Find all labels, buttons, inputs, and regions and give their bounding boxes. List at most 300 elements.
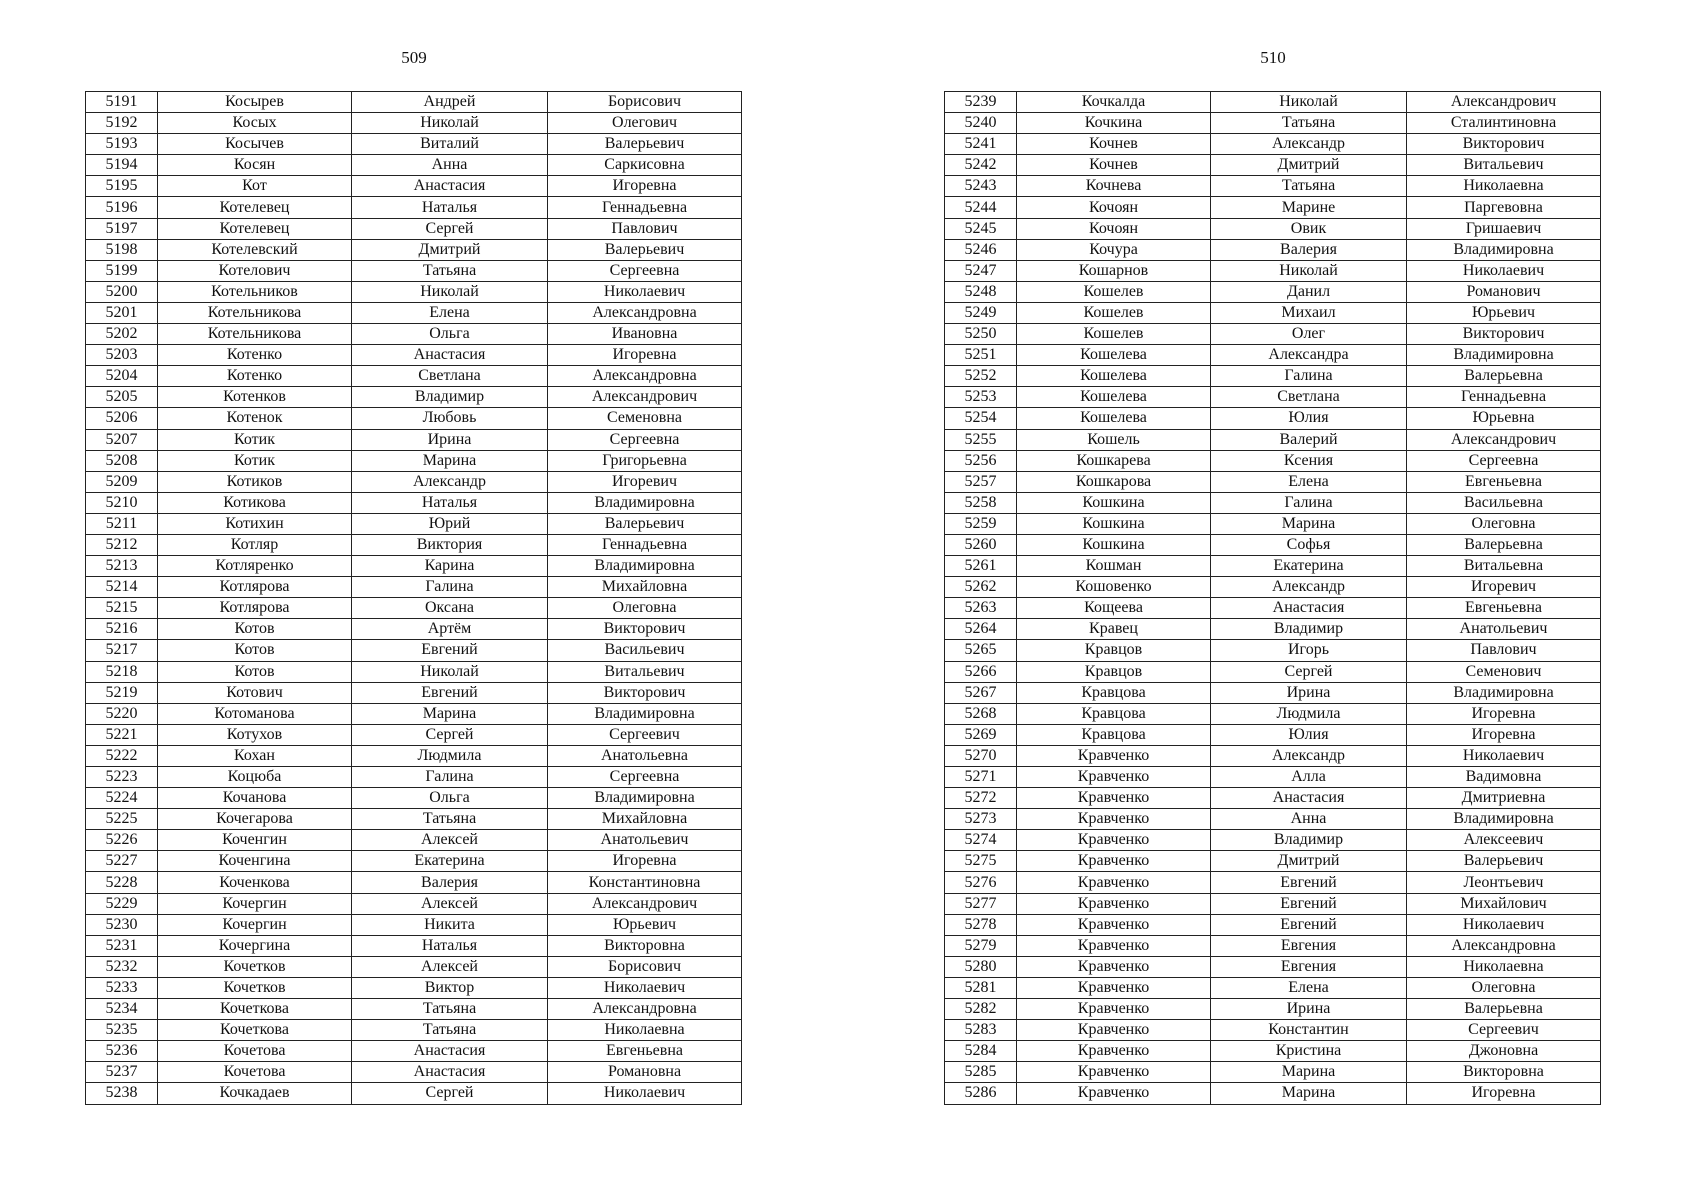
first-name-cell: Татьяна bbox=[352, 809, 548, 830]
page-number-right: 510 bbox=[1260, 48, 1286, 67]
patronymic-cell: Анатольевич bbox=[548, 830, 742, 851]
first-name-cell: Дмитрий bbox=[1211, 851, 1407, 872]
record-number-cell: 5192 bbox=[86, 113, 158, 134]
table-row bbox=[945, 598, 1601, 619]
first-name-cell: Виктория bbox=[352, 534, 548, 555]
first-name-cell: Оксана bbox=[352, 598, 548, 619]
patronymic-cell: Юрьевич bbox=[548, 914, 742, 935]
first-name-cell: Ирина bbox=[1211, 999, 1407, 1020]
patronymic-cell: Олегович bbox=[548, 113, 742, 134]
first-name-cell: Евгения bbox=[1211, 956, 1407, 977]
surname-cell: Кравченко bbox=[1017, 872, 1211, 893]
record-number-cell: 5252 bbox=[945, 366, 1017, 387]
first-name-cell: Юлия bbox=[1211, 408, 1407, 429]
record-number-cell: 5263 bbox=[945, 598, 1017, 619]
patronymic-cell: Павлович bbox=[1407, 640, 1601, 661]
first-name-cell: Юрий bbox=[352, 513, 548, 534]
surname-cell: Котов bbox=[158, 619, 352, 640]
table-row bbox=[945, 999, 1601, 1020]
first-name-cell: Валерия bbox=[1211, 239, 1407, 260]
patronymic-cell: Витальевна bbox=[1407, 556, 1601, 577]
surname-cell: Кошель bbox=[1017, 429, 1211, 450]
record-number-cell: 5267 bbox=[945, 682, 1017, 703]
first-name-cell: Людмила bbox=[352, 745, 548, 766]
surname-cell: Котиков bbox=[158, 471, 352, 492]
surname-cell: Кочкина bbox=[1017, 113, 1211, 134]
patronymic-cell: Владимировна bbox=[1407, 239, 1601, 260]
surname-cell: Кочура bbox=[1017, 239, 1211, 260]
first-name-cell: Александр bbox=[1211, 134, 1407, 155]
first-name-cell: Владимир bbox=[1211, 619, 1407, 640]
patronymic-cell: Николаевич bbox=[1407, 745, 1601, 766]
table-row bbox=[86, 197, 742, 218]
record-number-cell: 5223 bbox=[86, 767, 158, 788]
patronymic-cell: Игоревна bbox=[1407, 1083, 1601, 1104]
table-row bbox=[945, 956, 1601, 977]
first-name-cell: Екатерина bbox=[1211, 556, 1407, 577]
table-row bbox=[945, 324, 1601, 345]
table-row bbox=[945, 113, 1601, 134]
surname-cell: Кочанова bbox=[158, 788, 352, 809]
table-row bbox=[945, 387, 1601, 408]
first-name-cell: Анна bbox=[352, 155, 548, 176]
surname-cell: Кочоян bbox=[1017, 197, 1211, 218]
patronymic-cell: Владимировна bbox=[1407, 682, 1601, 703]
patronymic-cell: Николаевич bbox=[1407, 914, 1601, 935]
record-number-cell: 5213 bbox=[86, 556, 158, 577]
first-name-cell: Олег bbox=[1211, 324, 1407, 345]
first-name-cell: Ирина bbox=[352, 429, 548, 450]
page-number-left: 509 bbox=[401, 48, 427, 67]
table-row bbox=[945, 155, 1601, 176]
surname-cell: Кравченко bbox=[1017, 830, 1211, 851]
first-name-cell: Александр bbox=[1211, 577, 1407, 598]
table-row bbox=[945, 450, 1601, 471]
patronymic-cell: Владимировна bbox=[548, 556, 742, 577]
surname-cell: Котенко bbox=[158, 345, 352, 366]
surname-cell: Кошелева bbox=[1017, 366, 1211, 387]
record-number-cell: 5206 bbox=[86, 408, 158, 429]
surname-cell: Котоманова bbox=[158, 703, 352, 724]
table-row bbox=[86, 830, 742, 851]
first-name-cell: Галина bbox=[352, 767, 548, 788]
record-number-cell: 5270 bbox=[945, 745, 1017, 766]
patronymic-cell: Сталинтиновна bbox=[1407, 113, 1601, 134]
patronymic-cell: Евгеньевна bbox=[1407, 598, 1601, 619]
record-number-cell: 5246 bbox=[945, 239, 1017, 260]
surname-cell: Котляренко bbox=[158, 556, 352, 577]
patronymic-cell: Владимировна bbox=[548, 788, 742, 809]
table-row bbox=[945, 661, 1601, 682]
patronymic-cell: Григорьевна bbox=[548, 450, 742, 471]
record-number-cell: 5255 bbox=[945, 429, 1017, 450]
patronymic-cell: Владимировна bbox=[548, 703, 742, 724]
record-number-cell: 5271 bbox=[945, 767, 1017, 788]
patronymic-cell: Валерьевна bbox=[1407, 534, 1601, 555]
table-row bbox=[945, 703, 1601, 724]
record-number-cell: 5202 bbox=[86, 324, 158, 345]
surname-cell: Косырев bbox=[158, 92, 352, 113]
surname-cell: Кравченко bbox=[1017, 809, 1211, 830]
table-row bbox=[945, 809, 1601, 830]
table-row bbox=[945, 1020, 1601, 1041]
record-number-cell: 5248 bbox=[945, 281, 1017, 302]
patronymic-cell: Николаевич bbox=[548, 1083, 742, 1104]
first-name-cell: Галина bbox=[352, 577, 548, 598]
table-row bbox=[86, 471, 742, 492]
first-name-cell: Светлана bbox=[1211, 387, 1407, 408]
surname-cell: Котенко bbox=[158, 366, 352, 387]
table-row bbox=[86, 1020, 742, 1041]
surname-cell: Котлярова bbox=[158, 577, 352, 598]
table-row bbox=[86, 113, 742, 134]
first-name-cell: Наталья bbox=[352, 935, 548, 956]
record-number-cell: 5275 bbox=[945, 851, 1017, 872]
record-number-cell: 5266 bbox=[945, 661, 1017, 682]
record-number-cell: 5264 bbox=[945, 619, 1017, 640]
record-number-cell: 5205 bbox=[86, 387, 158, 408]
record-number-cell: 5194 bbox=[86, 155, 158, 176]
patronymic-cell: Викторович bbox=[1407, 134, 1601, 155]
patronymic-cell: Владимировна bbox=[1407, 809, 1601, 830]
record-number-cell: 5195 bbox=[86, 176, 158, 197]
record-number-cell: 5210 bbox=[86, 492, 158, 513]
record-number-cell: 5265 bbox=[945, 640, 1017, 661]
patronymic-cell: Николаевич bbox=[1407, 260, 1601, 281]
record-number-cell: 5260 bbox=[945, 534, 1017, 555]
patronymic-cell: Витальевич bbox=[548, 661, 742, 682]
record-number-cell: 5217 bbox=[86, 640, 158, 661]
record-number-cell: 5273 bbox=[945, 809, 1017, 830]
surname-cell: Кравцова bbox=[1017, 724, 1211, 745]
table-row bbox=[86, 872, 742, 893]
surname-cell: Кравченко bbox=[1017, 1020, 1211, 1041]
patronymic-cell: Александрович bbox=[1407, 429, 1601, 450]
record-number-cell: 5254 bbox=[945, 408, 1017, 429]
first-name-cell: Марина bbox=[352, 450, 548, 471]
table-row bbox=[86, 619, 742, 640]
record-number-cell: 5203 bbox=[86, 345, 158, 366]
first-name-cell: Софья bbox=[1211, 534, 1407, 555]
first-name-cell: Алексей bbox=[352, 956, 548, 977]
record-number-cell: 5201 bbox=[86, 302, 158, 323]
table-row bbox=[945, 345, 1601, 366]
first-name-cell: Наталья bbox=[352, 197, 548, 218]
patronymic-cell: Николаевич bbox=[548, 977, 742, 998]
patronymic-cell: Игоревна bbox=[548, 176, 742, 197]
patronymic-cell: Валерьевич bbox=[1407, 851, 1601, 872]
patronymic-cell: Константиновна bbox=[548, 872, 742, 893]
record-number-cell: 5221 bbox=[86, 724, 158, 745]
register-table-left-body bbox=[86, 92, 742, 1105]
record-number-cell: 5256 bbox=[945, 450, 1017, 471]
surname-cell: Кошелева bbox=[1017, 345, 1211, 366]
record-number-cell: 5285 bbox=[945, 1062, 1017, 1083]
first-name-cell: Валерия bbox=[352, 872, 548, 893]
surname-cell: Котов bbox=[158, 661, 352, 682]
surname-cell: Кошелев bbox=[1017, 281, 1211, 302]
first-name-cell: Валерий bbox=[1211, 429, 1407, 450]
surname-cell: Кочоян bbox=[1017, 218, 1211, 239]
first-name-cell: Галина bbox=[1211, 366, 1407, 387]
first-name-cell: Андрей bbox=[352, 92, 548, 113]
patronymic-cell: Геннадьевна bbox=[1407, 387, 1601, 408]
table-row bbox=[86, 134, 742, 155]
surname-cell: Кравцов bbox=[1017, 640, 1211, 661]
first-name-cell: Анастасия bbox=[352, 1062, 548, 1083]
table-row bbox=[945, 302, 1601, 323]
first-name-cell: Татьяна bbox=[1211, 113, 1407, 134]
table-row bbox=[86, 155, 742, 176]
surname-cell: Кравченко bbox=[1017, 745, 1211, 766]
patronymic-cell: Михайловна bbox=[548, 809, 742, 830]
surname-cell: Кравченко bbox=[1017, 999, 1211, 1020]
first-name-cell: Алексей bbox=[352, 830, 548, 851]
table-row bbox=[86, 366, 742, 387]
record-number-cell: 5214 bbox=[86, 577, 158, 598]
surname-cell: Котельникова bbox=[158, 324, 352, 345]
record-number-cell: 5268 bbox=[945, 703, 1017, 724]
table-row bbox=[86, 281, 742, 302]
table-row bbox=[945, 471, 1601, 492]
first-name-cell: Татьяна bbox=[352, 999, 548, 1020]
surname-cell: Котельников bbox=[158, 281, 352, 302]
patronymic-cell: Сергеевна bbox=[548, 767, 742, 788]
surname-cell: Кравченко bbox=[1017, 914, 1211, 935]
first-name-cell: Александр bbox=[352, 471, 548, 492]
patronymic-cell: Викторовна bbox=[1407, 1062, 1601, 1083]
record-number-cell: 5204 bbox=[86, 366, 158, 387]
record-number-cell: 5249 bbox=[945, 302, 1017, 323]
record-number-cell: 5215 bbox=[86, 598, 158, 619]
record-number-cell: 5276 bbox=[945, 872, 1017, 893]
surname-cell: Кочетова bbox=[158, 1041, 352, 1062]
first-name-cell: Галина bbox=[1211, 492, 1407, 513]
patronymic-cell: Александровна bbox=[548, 366, 742, 387]
patronymic-cell: Сергеевна bbox=[548, 429, 742, 450]
record-number-cell: 5283 bbox=[945, 1020, 1017, 1041]
patronymic-cell: Геннадьевна bbox=[548, 197, 742, 218]
table-row bbox=[86, 661, 742, 682]
first-name-cell: Людмила bbox=[1211, 703, 1407, 724]
patronymic-cell: Николаевна bbox=[1407, 176, 1601, 197]
first-name-cell: Овик bbox=[1211, 218, 1407, 239]
record-number-cell: 5262 bbox=[945, 577, 1017, 598]
table-row bbox=[945, 408, 1601, 429]
surname-cell: Кошелев bbox=[1017, 302, 1211, 323]
first-name-cell: Анастасия bbox=[352, 1041, 548, 1062]
table-row bbox=[86, 724, 742, 745]
record-number-cell: 5209 bbox=[86, 471, 158, 492]
surname-cell: Кравченко bbox=[1017, 851, 1211, 872]
surname-cell: Котик bbox=[158, 450, 352, 471]
first-name-cell: Николай bbox=[352, 661, 548, 682]
surname-cell: Кошарнов bbox=[1017, 260, 1211, 281]
surname-cell: Кравцов bbox=[1017, 661, 1211, 682]
patronymic-cell: Игоревна bbox=[548, 345, 742, 366]
table-row bbox=[86, 935, 742, 956]
first-name-cell: Марине bbox=[1211, 197, 1407, 218]
table-row bbox=[945, 239, 1601, 260]
record-number-cell: 5191 bbox=[86, 92, 158, 113]
patronymic-cell: Владимировна bbox=[548, 492, 742, 513]
surname-cell: Кравченко bbox=[1017, 893, 1211, 914]
record-number-cell: 5282 bbox=[945, 999, 1017, 1020]
surname-cell: Котелович bbox=[158, 260, 352, 281]
patronymic-cell: Викторович bbox=[548, 619, 742, 640]
surname-cell: Котенок bbox=[158, 408, 352, 429]
patronymic-cell: Вадимовна bbox=[1407, 767, 1601, 788]
first-name-cell: Марина bbox=[1211, 513, 1407, 534]
record-number-cell: 5207 bbox=[86, 429, 158, 450]
first-name-cell: Сергей bbox=[352, 1083, 548, 1104]
table-row bbox=[945, 134, 1601, 155]
surname-cell: Кот bbox=[158, 176, 352, 197]
patronymic-cell: Викторовна bbox=[548, 935, 742, 956]
table-row bbox=[945, 176, 1601, 197]
record-number-cell: 5197 bbox=[86, 218, 158, 239]
patronymic-cell: Сергеевич bbox=[548, 724, 742, 745]
surname-cell: Кравченко bbox=[1017, 977, 1211, 998]
register-table-right bbox=[944, 91, 1601, 1105]
patronymic-cell: Юрьевич bbox=[1407, 302, 1601, 323]
first-name-cell: Татьяна bbox=[1211, 176, 1407, 197]
patronymic-cell: Владимировна bbox=[1407, 345, 1601, 366]
record-number-cell: 5229 bbox=[86, 893, 158, 914]
surname-cell: Кочергин bbox=[158, 914, 352, 935]
patronymic-cell: Сергеевна bbox=[1407, 450, 1601, 471]
table-row bbox=[945, 830, 1601, 851]
table-row bbox=[945, 788, 1601, 809]
record-number-cell: 5237 bbox=[86, 1062, 158, 1083]
first-name-cell: Анна bbox=[1211, 809, 1407, 830]
table-row bbox=[86, 788, 742, 809]
table-row bbox=[86, 408, 742, 429]
table-row bbox=[86, 534, 742, 555]
table-row bbox=[945, 281, 1601, 302]
surname-cell: Котикова bbox=[158, 492, 352, 513]
patronymic-cell: Олеговна bbox=[1407, 513, 1601, 534]
surname-cell: Кравченко bbox=[1017, 767, 1211, 788]
patronymic-cell: Васильевич bbox=[548, 640, 742, 661]
table-row bbox=[86, 429, 742, 450]
surname-cell: Косян bbox=[158, 155, 352, 176]
table-row bbox=[86, 914, 742, 935]
record-number-cell: 5278 bbox=[945, 914, 1017, 935]
table-row bbox=[945, 429, 1601, 450]
record-number-cell: 5226 bbox=[86, 830, 158, 851]
patronymic-cell: Валерьевич bbox=[548, 239, 742, 260]
first-name-cell: Елена bbox=[1211, 471, 1407, 492]
table-row bbox=[945, 619, 1601, 640]
first-name-cell: Никита bbox=[352, 914, 548, 935]
surname-cell: Кошкина bbox=[1017, 492, 1211, 513]
table-row bbox=[86, 851, 742, 872]
first-name-cell: Ксения bbox=[1211, 450, 1407, 471]
patronymic-cell: Игоревна bbox=[1407, 703, 1601, 724]
first-name-cell: Александр bbox=[1211, 745, 1407, 766]
record-number-cell: 5224 bbox=[86, 788, 158, 809]
record-number-cell: 5239 bbox=[945, 92, 1017, 113]
surname-cell: Кочнев bbox=[1017, 155, 1211, 176]
record-number-cell: 5258 bbox=[945, 492, 1017, 513]
first-name-cell: Константин bbox=[1211, 1020, 1407, 1041]
patronymic-cell: Викторович bbox=[1407, 324, 1601, 345]
patronymic-cell: Валерьевна bbox=[1407, 999, 1601, 1020]
table-row bbox=[86, 893, 742, 914]
patronymic-cell: Александрович bbox=[1407, 92, 1601, 113]
record-number-cell: 5212 bbox=[86, 534, 158, 555]
table-row bbox=[86, 218, 742, 239]
table-row bbox=[945, 492, 1601, 513]
record-number-cell: 5196 bbox=[86, 197, 158, 218]
record-number-cell: 5193 bbox=[86, 134, 158, 155]
patronymic-cell: Анатольевна bbox=[548, 745, 742, 766]
table-row bbox=[945, 260, 1601, 281]
patronymic-cell: Валерьевич bbox=[548, 513, 742, 534]
patronymic-cell: Николаевич bbox=[548, 281, 742, 302]
first-name-cell: Евгения bbox=[1211, 935, 1407, 956]
surname-cell: Косычев bbox=[158, 134, 352, 155]
record-number-cell: 5279 bbox=[945, 935, 1017, 956]
first-name-cell: Данил bbox=[1211, 281, 1407, 302]
table-row bbox=[86, 745, 742, 766]
surname-cell: Кравченко bbox=[1017, 1041, 1211, 1062]
patronymic-cell: Игоревич bbox=[1407, 577, 1601, 598]
table-row bbox=[945, 1062, 1601, 1083]
surname-cell: Кочеткова bbox=[158, 1020, 352, 1041]
record-number-cell: 5240 bbox=[945, 113, 1017, 134]
first-name-cell: Екатерина bbox=[352, 851, 548, 872]
record-number-cell: 5241 bbox=[945, 134, 1017, 155]
first-name-cell: Марина bbox=[1211, 1083, 1407, 1104]
table-row bbox=[86, 513, 742, 534]
patronymic-cell: Саркисовна bbox=[548, 155, 742, 176]
patronymic-cell: Гришаевич bbox=[1407, 218, 1601, 239]
patronymic-cell: Игоревич bbox=[548, 471, 742, 492]
record-number-cell: 5198 bbox=[86, 239, 158, 260]
surname-cell: Кравченко bbox=[1017, 935, 1211, 956]
patronymic-cell: Паргевовна bbox=[1407, 197, 1601, 218]
surname-cell: Кошовенко bbox=[1017, 577, 1211, 598]
table-row bbox=[86, 450, 742, 471]
patronymic-cell: Александровна bbox=[548, 999, 742, 1020]
record-number-cell: 5218 bbox=[86, 661, 158, 682]
surname-cell: Кочетова bbox=[158, 1062, 352, 1083]
surname-cell: Кошкина bbox=[1017, 534, 1211, 555]
patronymic-cell: Александрович bbox=[548, 387, 742, 408]
first-name-cell: Татьяна bbox=[352, 260, 548, 281]
surname-cell: Коцюба bbox=[158, 767, 352, 788]
patronymic-cell: Юрьевна bbox=[1407, 408, 1601, 429]
record-number-cell: 5244 bbox=[945, 197, 1017, 218]
first-name-cell: Александра bbox=[1211, 345, 1407, 366]
record-number-cell: 5280 bbox=[945, 956, 1017, 977]
record-number-cell: 5233 bbox=[86, 977, 158, 998]
first-name-cell: Евгений bbox=[1211, 914, 1407, 935]
surname-cell: Кочеткова bbox=[158, 999, 352, 1020]
table-row bbox=[945, 745, 1601, 766]
first-name-cell: Марина bbox=[1211, 1062, 1407, 1083]
register-table-right-body bbox=[945, 92, 1601, 1105]
surname-cell: Кравченко bbox=[1017, 1062, 1211, 1083]
surname-cell: Котов bbox=[158, 640, 352, 661]
table-row bbox=[86, 956, 742, 977]
table-row bbox=[86, 577, 742, 598]
surname-cell: Котелевец bbox=[158, 218, 352, 239]
first-name-cell: Любовь bbox=[352, 408, 548, 429]
record-number-cell: 5281 bbox=[945, 977, 1017, 998]
